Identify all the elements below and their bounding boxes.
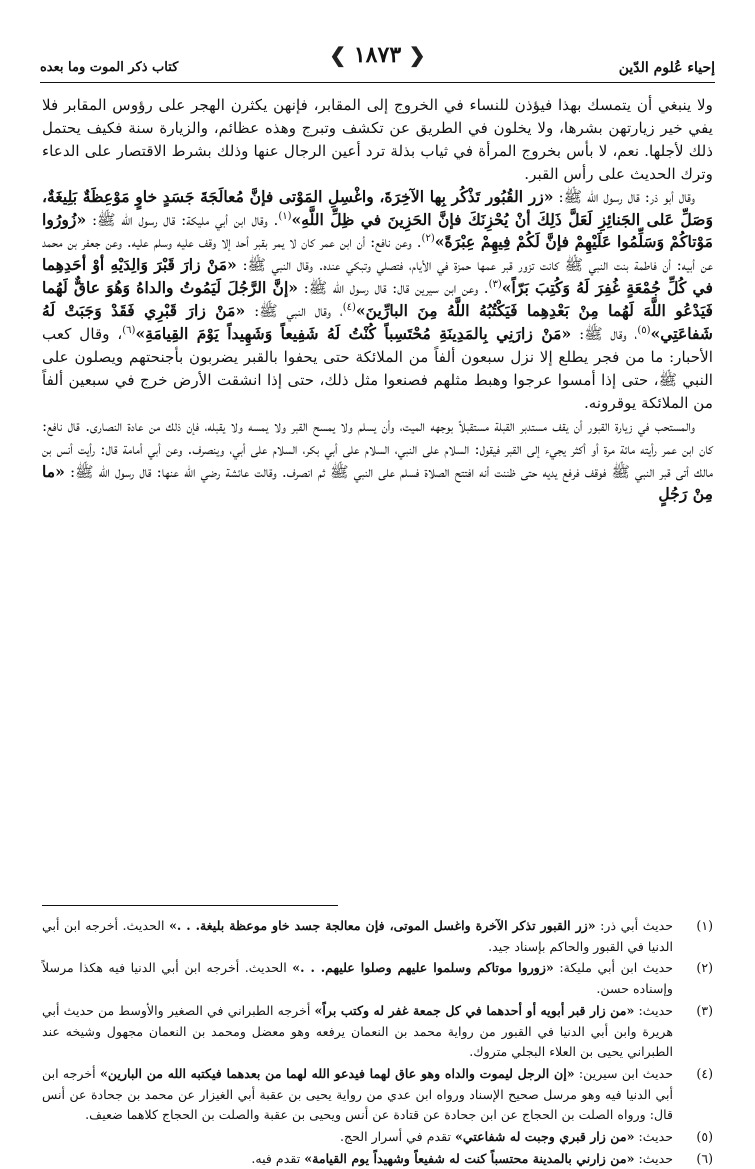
hadith-quote: «مَنْ زارَ قَبْرِي فَقَدْ وَجَبَتْ لَهُ شَفاعَتِي» <box>42 301 713 344</box>
hadith-quote: «مَنْ زارَ قَبْرَ وَالِدَيْهِ أوْ أحَدِهِما في كُلِّ جُمْعَةٍ غُفِرَ لَهُ وَكُتِبَ بَرّاً» <box>42 255 713 298</box>
footnote-item <box>42 1127 713 1148</box>
footnote-quote: «زر القبور تذكر الآخرة واغسل الموتى، فإن معالجة جسد خاو موعظة بليغة. . .» <box>169 918 596 933</box>
footnote-lead: حديث ابن سيرين: <box>574 1065 673 1081</box>
footnote-text <box>42 1001 673 1063</box>
footnote-item <box>42 958 713 999</box>
text-segment: . وقال ابن أبي مليكة: قال رسول الله ﷺ: <box>86 210 279 229</box>
hadith-quote: «ما مِنْ رَجُلٍ <box>42 461 713 504</box>
footnotes <box>42 915 713 1169</box>
text-segment: والمستحب في زيارة القبور أن يقف مستدبر القبلة مستقبلاً بوجهه الميت، وأن يسلم ولا يمسح القبر ولا يمسه ولا يقبله، فإن ذلك من عادة النصارى. قال نافع: كان ابن عمر رأيته مائة مرة أو أكثر يجيء إلى القبر فيقول: السلام على النبي، السلام على أبي بكر، السلام على أبي، وينصرف. وعن أبي أمامة قال: رأيت أنس بن مالك أتى قبر النبي ﷺ فوقف فرفع يديه حتى ظننت أنه افتتح الصلاة فسلم على النبي ﷺ ثم انصرف. وقالت عائشة رضي الله عنها: قال رسول الله ﷺ: <box>42 416 713 481</box>
footnote-quote: «من زارني بالمدينة محتسباً كنت له شفيعاً وشهيداً يوم القيامة» <box>304 1150 635 1166</box>
footnote-text <box>42 1149 673 1169</box>
main-text <box>42 94 713 506</box>
footnote-number: (٣) <box>696 1002 713 1018</box>
paragraph-women-visiting: ولا ينبغي أن يتمسك بهذا فيؤذن للنساء في الخروج إلى المقابر، فإنهن يكثرن الهجر على رؤوس المقابر فلا يفي خير زيارتهن بشرها، ولا يخلون في الطريق عن تكشف وتبرج وهذه عظائم، والزيارة سنة فكيف يحتمل ذلك لأجلها. نعم، لا بأس بخروج المرأة في ثياب بذلة ترد أعين الرجال عنها وذلك بشرط الاقتصار على الدعاء وترك الحديث على رأس القبر. <box>42 96 713 183</box>
footnote-source: الحديث. أخرجه ابن أبي الدنيا في القبور والحاكم بإسناد جيد. <box>42 918 673 954</box>
footnote-source: الحديث. أخرجه ابن أبي الدنيا فيه هكذا مرسلاً وإسناده حسن. <box>42 960 673 997</box>
text-segment: . وعن نافع: أن ابن عمر كان لا يمر بقبر أحد إلا وقف عليه وسلم عليه. وعن جعفر بن محمد عن أبيه: أن فاطمة بنت النبي ﷺ كانت تزور قبر عمها حمزة في الأيام، فتصلي وتبكي عنده. وقال النبي ﷺ: <box>42 233 714 275</box>
footnote-number: (١) <box>696 918 713 933</box>
footnote-separator <box>42 905 338 906</box>
hadith-quote: «مَنْ زارَنِي بِالمَدِينَةِ مُحْتَسِباً كُنْتُ لَهُ شَفِيعاً وَشَهِيداً يَوْمَ القِيامَةِ» <box>135 324 572 344</box>
footnote-quote: «زوروا موتاكم وسلموا عليهم وصلوا عليهم. . .» <box>292 960 554 976</box>
footnote-number: (٥) <box>696 1129 713 1145</box>
header-rule <box>40 82 715 83</box>
chapter-title: كتاب ذكر الموت وما بعده <box>40 60 179 75</box>
footnote-source: أخرجه ابن أبي الدنيا فيه وهو مرسل صحيح الإسناد ورواه ابن عدي من رواية يحيى بن عقبة أبي الغيزار عن محمد بن جحادة عن أنس قال: ورواه الصلت بن الحجاج عن ابن جحادة عن قتادة عن أنس ويحيى بن عقبة والصلت بن الحجاج كلاهما ضعيف. <box>42 1065 673 1123</box>
hadith-quote: «زُورُوا مَوْتاكُمْ وَسَلِّمُوا عَلَيْهِمْ فإنَّ لَكُمْ فِيهِمْ عِبْرَةً» <box>42 209 713 252</box>
footnote-lead: حديث أبي ذر: <box>595 918 674 933</box>
footnote-item <box>42 1064 713 1126</box>
paragraph-visiting-etiquette <box>42 415 713 507</box>
footnote-lead: حديث: <box>634 1150 673 1166</box>
footnote-ref[interactable]: (٣) <box>488 279 502 291</box>
footnote-ref[interactable]: (٤) <box>342 302 356 314</box>
footnote-item <box>42 1149 713 1169</box>
footnote-number: (٤) <box>696 1065 713 1081</box>
text-segment: ، وقال النبي ﷺ: <box>245 302 343 321</box>
footnote-number: (٦) <box>696 1150 713 1166</box>
footnote-ref[interactable]: (٢) <box>421 233 435 245</box>
footnote-ref[interactable]: (١) <box>278 210 292 222</box>
footnote-text <box>42 958 673 999</box>
footnote-item <box>42 916 713 957</box>
page-number-value: ١٨٧٣ <box>353 42 402 68</box>
hadith-quote: «إنَّ الرَّجُلَ لَيَمُوتُ والداهُ وَهُوَ عاقٌّ لَهُما فَيَدْعُو اللَّهَ لَهُما مِنْ بَعْدِهِما فَيَكْتُبُهُ اللَّهُ مِنَ البارِّينَ» <box>42 278 713 321</box>
footnote-lead: حديث ابن أبي مليكة: <box>553 960 674 976</box>
page-header <box>40 30 715 82</box>
page-number <box>329 42 425 68</box>
text-segment: ، وقال كعب الأحبار: ما من فجر يطلع إلا نزل سبعون ألفاً من الملائكة حتى يحفوا بالقبر يضربون بأجنحتهم ويصلون على النبي ﷺ، حتى إذا أمسوا عرجوا وهبط مثلهم فصنعوا مثل ذلك، حتى إذا انشقت الأرض خرج في سبعين ألفاً من الملائكة يوقرونه. <box>42 325 713 412</box>
footnote-source: تقدم في أسرار الحج. <box>340 1129 455 1145</box>
footnote-ref[interactable]: (٥) <box>637 325 651 336</box>
book-title: إحياء عُلوم الدّين <box>618 60 715 76</box>
footnote-text <box>42 1127 673 1148</box>
ornament-right-icon: ❯ <box>408 43 426 67</box>
hadith-quote: «زر القُبُور تَذْكُر بِها الآخِرَةَ، واغْسِلِ المَوْتى فإنَّ مُعالَجَةَ جَسَدٍ خاوٍ مَوْعِظَةٌ بَلِيغَةٌ، وَصَلِّ عَلى الجَنائِزِ لَعَلَّ ذَلِكَ أنْ يُحْزِنَكَ فإنَّ الحَزِينَ في ظِلِّ اللَّهِ» <box>42 186 714 229</box>
footnote-lead: حديث: <box>634 1002 673 1018</box>
footnote-text <box>42 916 673 957</box>
text-segment: وقال أبو ذر: قال رسول الله ﷺ: <box>553 187 695 206</box>
footnote-quote: «إن الرجل ليموت والداه وهو عاق لهما فيدعو الله لهما من بعدهما فيكتبه الله من البارين» <box>99 1065 575 1081</box>
paragraph-hadiths <box>42 186 713 415</box>
footnote-item <box>42 1001 713 1063</box>
text-segment: ، وقال ﷺ: <box>571 325 638 344</box>
footnote-text <box>42 1064 673 1126</box>
text-segment: . وعن ابن سيرين قال: قال رسول الله ﷺ: <box>298 279 489 298</box>
footnote-ref[interactable]: (٦) <box>122 325 136 336</box>
footnote-source: تقدم فيه. <box>251 1150 305 1166</box>
footnote-quote: «من زار قبر أبويه أو أحدهما في كل جمعة غفر له وكتب براً» <box>314 1002 635 1018</box>
ornament-left-icon: ❮ <box>329 43 347 67</box>
footnote-lead: حديث: <box>634 1129 673 1145</box>
footnote-quote: «من زار قبري وجبت له شفاعتي» <box>455 1129 635 1145</box>
footnote-number: (٢) <box>696 960 713 976</box>
footnote-source: أخرجه الطبراني في الصغير والأوسط من حديث أبي هريرة وابن أبي الدنيا في القبور من رواية محمد بن النعمان يرفعه وهو معضل ومحمد بن النعمان مجهول وشيخه عند الطبراني يحيى بن العلاء البجلي متروك. <box>42 1002 673 1060</box>
